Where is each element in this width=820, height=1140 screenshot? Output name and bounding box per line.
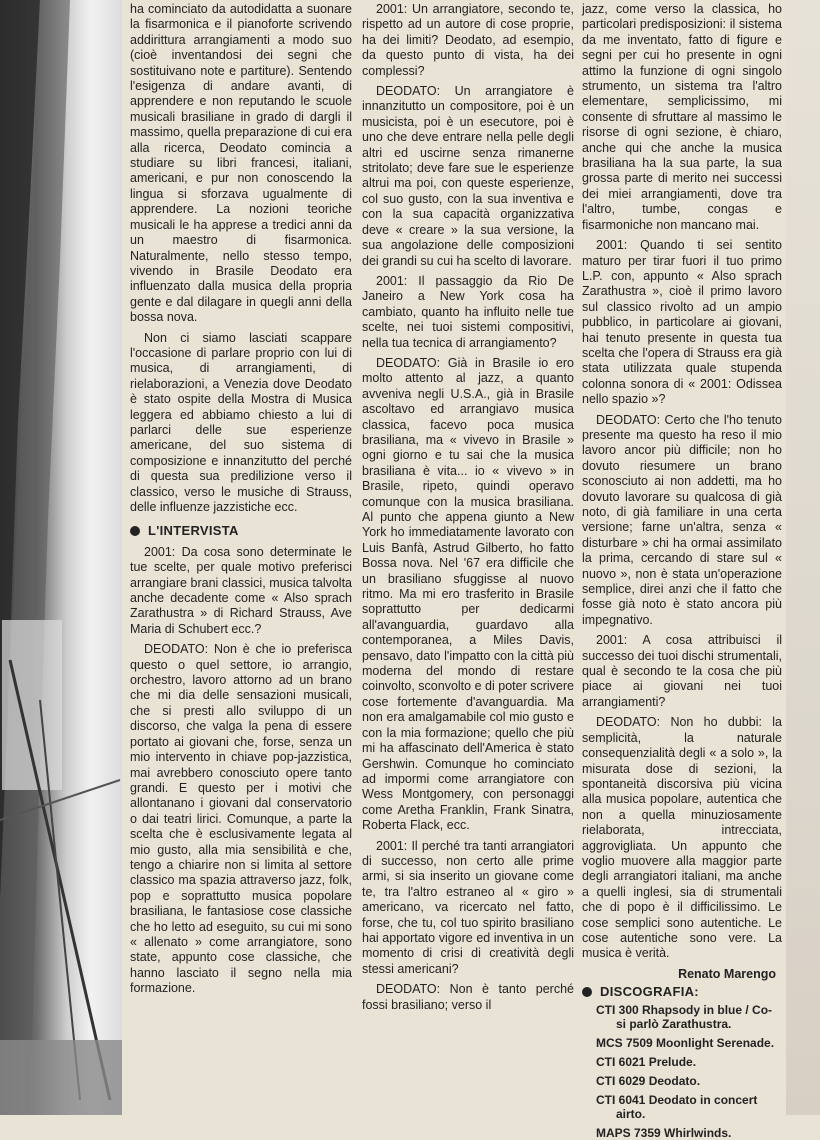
paragraph: DEODATO: Non ho dubbi: la semplicità, la naturale consequenzialità degli « a solo », la misurata dose di sezioni, la spontaneità discorsiva più vicina alla musica popolare, autentica che non a quella minuziosamente rielaborata, intrecciata, aggrovigliata. Un appunto che voglio muovere alla maggior parte degli arrangiatori italiani, ma anche a quelli inglesi, sia di strumentali che di popo è il difficilissimo. Le cose semplici sono autentiche. Le cose autentiche sono vere. La musica è verità. [582,715,782,961]
paragraph: 2001: Un arrangiatore, secondo te, rispetto ad un autore di cose proprie, ha dei limiti? Deodato, ad esempio, da questo punto di vista, ha dei complessi? [362,2,574,78]
discography-item: CTI 300 Rhapsody in blue / Co- si parlò Zarathustra. [596,1002,773,1031]
paragraph: 2001: A cosa attribuisci il successo dei tuoi dischi strumentali, qual è secondo te la cosa che più piace ai giovani nei tuoi arrangiamenti? [582,633,782,709]
paragraph: 2001: Il passaggio da Rio De Janeiro a New York cosa ha cambiato, quanto ha influito nelle tue scelte, nei tuoi sistemi compositivi, nella tua tecnica di arrangiamento? [362,273,574,350]
paragraph: 2001: Da cosa sono determinate le tue scelte, per quale motivo preferisci arrangiare brani classici, musica talvolta anche decadente come « Also sprach Zarathustra » di Richard Strauss, Ave Maria di Schubert ecc.? [130,544,352,636]
paragraph: 2001: Il perché tra tanti arrangiatori di successo, non certo alle prime armi, si sia inserito un giovane come te, tra l'altro estraneo al « giro » americano, va ricercato nel fatto, forse, che tu, col tuo spirito brasiliano hai apportato vigore ed inventiva in un momento di crisi di creatività degli stessi americani? [362,838,574,976]
page-edge [786,0,820,1115]
discography-heading: DISCOGRAFIA: [582,984,782,999]
paragraph: Non ci siamo lasciati scappare l'occasione di parlare proprio con lui di musica, di arrangiamenti, di rielaborazioni, a Venezia dove Deodato è stato ospite della Mostra di Musica leggera ed abbiamo chiesto a lui di parlarci delle sue esperienze americane, del suo sistema di composizione e innanzitutto del perché di questa sua predilizione verso il classico, verso le musiche di Strauss, delle influenze jazzistiche ecc. [130,330,352,514]
paragraph: DEODATO: Un arrangiatore è innanzitutto un compositore, poi è un musicista, poi è un esecutore, poi è uno che deve entrare nella pelle degli altri ed uscirne senza rimanerne stritolato; deve fare sue le esperienze altrui ma poi, con queste esperienze, col suo gusto, con la sua inventiva e con la sua capacità organizzativa deve « creare » la sua versione, la sua angolazione delle composizioni dei grandi su cui ha scelto di lavorare. [362,84,574,268]
paragraph: jazz, come verso la classica, ho particolari predisposizioni: il sistema da me inventato, fatto di figure e segni per cui ho presente in ogni attimo la funzione di ogni singolo strumento, un sistema tra l'altro elementare, semplicissimo, mi consente di sfruttare al massimo le risorse di ogni sezione, è chiaro, anche qui che anche la musica brasiliana ha la sua parte, la sua grossa parte di merito nei successi dei miei arrangiamenti, dove tra l'altro, tumbe, congas e fisarmoniche non mancano mai. [582,2,782,232]
discography-item: CTI 6021 Prelude. [596,1054,697,1069]
column-1 [130,2,352,1110]
column-2 [362,2,574,1110]
paragraph: DEODATO: Già in Brasile io ero molto attento al jazz, a quanto avveniva negli U.S.A., già in Brasile ascoltavo ed arrangiavo musica classica, facevo poca musica brasiliana, ma « vivevo in Brasile » ogni giorno e tu sai che la musica brasiliana è vita... io « vivevo » in Brasile, ripeto, quindi operavo comunque con la musica brasiliana. Al punto che appena giunto a New York ho immediatamente lavorato con Luis Banfà, Astrud Gilberto, ho fatto Bossa nova. Nel '67 era difficile che un brasiliano sfuggisse al nuovo ritmo. Ma mi ero trasferito in Brasile soprattutto per dedicarmi all'avanguardia, guardavo alla contemporanea, a Miles Davis, pensavo, dato l'impatto con la città più moderna del mondo di restare coinvolto, sconvolto e di poter scrivere cose fortemente d'avanguardia. Ma non era amalgamabile col mio gusto e con la mia formazione; quello che più mi ha affascinato dell'America è stato Gershwin. Comunque ho cominciato ad impormi come arrangiatore con Wess Montgomery, con personaggi come Aretha Franklin, Frank Sinatra, Roberta Flack, ecc. [362,355,574,833]
paragraph: DEODATO: Certo che l'ho tenuto presente ma questo ha reso il mio lavoro ancor più difficile; non ho dovuto riesumere un brano sconosciuto ai non addetti, ma ho dovuto lavorare su qualcosa di già noto, di già familiare in una certa versione; farne un'altra, senza « disturbare » chi ha ormai assimilato la prima, cercando di stare sul « nuovo », non è stata un'operazione semplice, direi anzi che il fatto che fosse già noto è stato ancora più impegnativo. [582,412,782,627]
author-signature: Renato Marengo [678,966,776,981]
paragraph: 2001: Quando ti sei sentito maturo per tirar fuori il tuo primo L.P. con, appunto « Also sprach Zarathustra », cioè il primo lavoro sul classico rivolto ad un ampio pubblico, in particolare ai giovani, hai tenuto presente in questa tua scelta che l'opera di Strauss era già stata utilizzata quale stupenda colonna sonora di « 2001: Odissea nello spazio »? [582,238,782,407]
discography-item: MCS 7509 Moonlight Serenade. [596,1035,775,1050]
discography-item: CTI 6029 Deodato. [596,1073,701,1088]
paragraph: DEODATO: Non è tanto perché fossi brasiliano; verso il [362,982,574,1012]
paragraph: ha cominciato da autodidatta a suonare la fisarmonica e il pianoforte scrivendo addirittura arrangiamenti a modo suo (cioè inventandosi dei segni che sostituivano note e partiture). Sentendo l'esigenza di andare avanti, di apprendere e non reputando le scuole musicali brasiliane in grado di dargli il massimo, quella preparazione di cui era alla ricerca, Deodato comincia a studiare su libri francesi, italiani, americani, e pur non conoscendo la lingua si sforzava ugualmente di apprendere. La nozioni teoriche musicali le ha apprese a tredici anni da un maestro di fisarmonica. Naturalmente, nello stesso tempo, vivendo in Brasile Deodato era influenzato dalla musica della propria gente e dal dilagare in quegli anni della bossa nova. [130,2,352,325]
discography-list [582,1003,782,1140]
bullet-icon [130,526,140,536]
paragraph: DEODATO: Non è che io preferisca questo o quel settore, io arrangio, orchestro, lavoro attorno ad un brano che mi dia delle sensazioni musicali, che si presti allo sviluppo di un discorso, che valga la pena di essere portato ai giovani che, forse, senza un mio intervento in chiave pop-jazzistica, mai avrebbero conosciuto opere tanto grandi. E questo per i motivi che allontanano i giovani dal conservatorio o dai teatri lirici. Comunque, a parte la scelta che è esclusivamente legata al mio gusto, alla mia sensibilità e che, tengo a chiarire non si limita al settore classico ma spazia attraverso jazz, folk, pop e soprattutto musica popolare brasiliana, le fantasiose cose classiche che ho letto ad eseguito, su cui mi sono « allenato » come arrangiatore, sono state, appunto cose classiche, che hanno lasciato il segno nella mia formazione. [130,642,352,996]
column-3 [582,2,782,1140]
discography-item: CTI 6041 Deodato in concert airto. [596,1092,758,1121]
section-heading: L'INTERVISTA [130,523,352,538]
photo-image [0,0,122,1115]
photo-strip [0,0,122,1115]
discography-item: MAPS 7359 Whirlwinds. [596,1125,732,1140]
bullet-icon [582,987,592,997]
